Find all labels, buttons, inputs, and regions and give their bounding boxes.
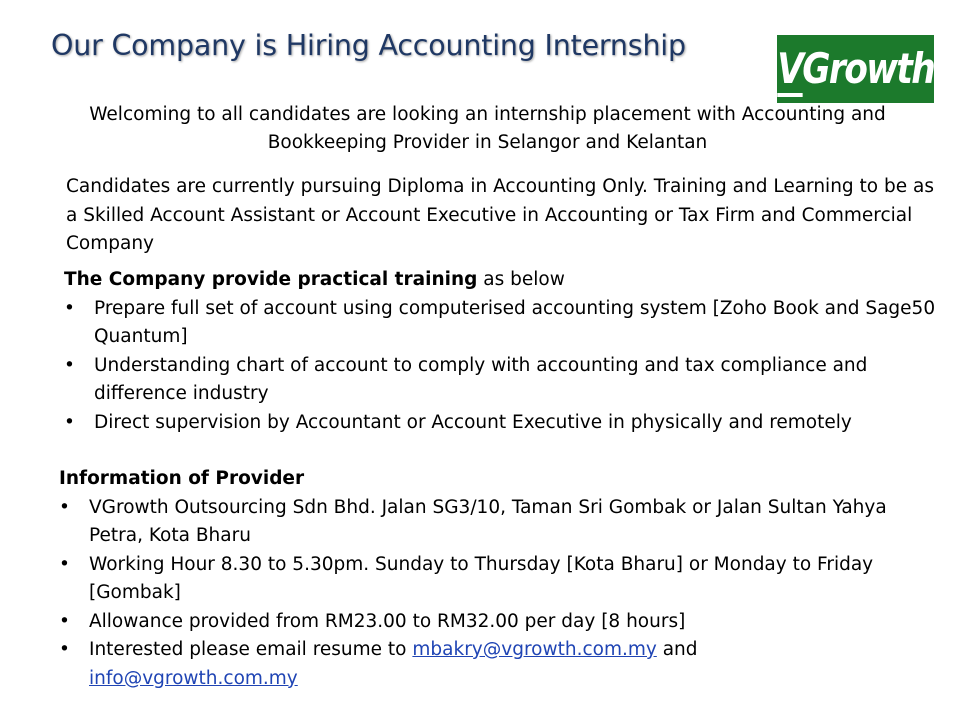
bullet-icon: • <box>64 411 75 433</box>
training-section <box>64 266 944 437</box>
bullet-icon: • <box>59 639 70 660</box>
email-link-info[interactable]: info@vgrowth.com.my <box>89 667 298 689</box>
page-title: Our Company is Hiring Accounting Internship <box>51 29 686 62</box>
provider-item: • VGrowth Outsourcing Sdn Bhd. Jalan SG3/10, Taman Sri Gombak or Jalan Sultan Yahya Petra, Kota Bharu <box>59 494 939 551</box>
intro-text: Welcoming to all candidates are looking an internship placement with Accounting and Bookkeeping Provider in Selangor and Kelantan <box>89 104 886 153</box>
bullet-icon: • <box>64 354 75 376</box>
provider-heading: Information of Provider <box>59 468 305 489</box>
provider-list <box>59 494 939 694</box>
provider-section <box>59 465 939 693</box>
bullet-icon: • <box>59 496 70 518</box>
vgrowth-logo <box>777 35 934 103</box>
provider-item: • Allowance provided from RM23.00 to RM32.00 per day [8 hours] <box>59 608 939 637</box>
training-item: • Direct supervision by Accountant or Account Executive in physically and remotely <box>64 409 944 438</box>
training-list <box>64 295 944 438</box>
training-item: • Understanding chart of account to comply with accounting and tax compliance and difference industry <box>64 352 944 409</box>
logo-wordmark: VGrowth <box>777 48 934 90</box>
bullet-icon: • <box>59 610 70 632</box>
requirement-text: Candidates are currently pursuing Diploma in Accounting Only. Training and Learning to be as a Skilled Account Assistant or Account Executive in Accounting or Tax Firm and Commercial Company <box>66 176 934 254</box>
bullet-icon: • <box>64 297 75 319</box>
email-link-mbakry[interactable]: mbakry@vgrowth.com.my <box>412 639 657 660</box>
contact-item: • Interested please email resume to mbakry@vgrowth.com.my and info@vgrowth.com.my <box>59 636 939 693</box>
training-heading: The Company provide practical training as below <box>64 269 565 290</box>
provider-item: • Working Hour 8.30 to 5.30pm. Sunday to Thursday [Kota Bharu] or Monday to Friday [Gombak] <box>59 551 939 608</box>
training-item: • Prepare full set of account using computerised accounting system [Zoho Book and Sage50 Quantum] <box>64 295 944 352</box>
bullet-icon: • <box>59 553 70 575</box>
